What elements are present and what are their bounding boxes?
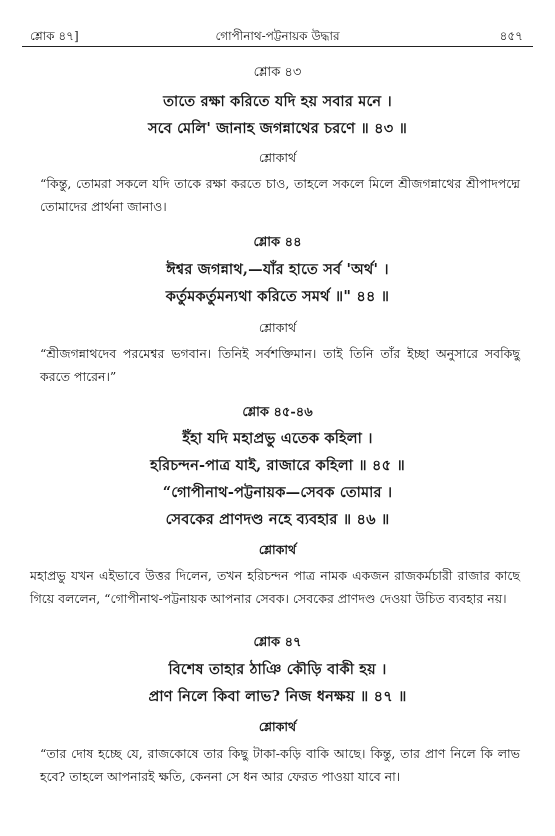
verse-line: সবে মেলি' জানাহ জগন্নাথের চরণে ॥ ৪৩ ॥ xyxy=(148,120,407,137)
translation-43: “কিন্তু, তোমরা সকলে যদি তাকে রক্ষা করতে চাও, তাহলে সকলে মিলে শ্রীজগন্নাথের শ্রীপাদপদ্মে তোমাদের প্রার্থনা জানাও। xyxy=(40,176,520,214)
verse-line: হরিচন্দন-পাত্র যাই, রাজারে কহিলা ॥ ৪৫ ॥ xyxy=(150,457,405,474)
sloka-label-45-46: শ্লোক ৪৫-৪৬ xyxy=(242,405,313,420)
verse-line: কর্তুমকর্তুমন্যথা করিতে সমর্থ ॥" ৪৪ ॥ xyxy=(165,288,390,305)
verse-line: ইঁহা যদি মহাপ্রভু এতেক কহিলা । xyxy=(182,430,373,447)
running-header xyxy=(22,26,533,47)
verse-line: ঈশ্বর জগন্নাথ,—যাঁর হাতে সর্ব 'অর্থ' । xyxy=(166,261,389,278)
translation-47: “তার দোষ হচ্ছে যে, রাজকোষে তার কিছু টাকা-কড়ি বাকি আছে। কিন্তু, তার প্রাণ নিলে কি লাভ হবে? তাহলে আপনারই ক্ষতি, কেননা সে ধন আর ফেরত পাওয়া যাবে না। xyxy=(40,746,520,784)
sloka-label-44: শ্লোক ৪৪ xyxy=(253,235,302,250)
page-number: ৪৫৭ xyxy=(499,29,523,43)
translation-45-46: মহাপ্রভু যখন এইভাবে উত্তর দিলেন, তখন হরিচন্দন পাত্র নামক একজন রাজকর্মচারী রাজার কাছে গিয়ে বললেন, “গোপীনাথ-পট্টনায়ক আপনার সেবক। সেবকের প্রাণদণ্ড দেওয়া উচিত ব্যবহার নয়। xyxy=(30,568,520,606)
verse-line: বিশেষ তাহার ঠাঞি কৌড়ি বাকী হয় । xyxy=(168,661,387,678)
sloka-label-47: শ্লোক ৪৭ xyxy=(253,635,302,650)
header-sloka-reference: শ্লোক ৪৭] xyxy=(30,29,79,43)
translation-label: শ্লোকার্থ xyxy=(258,150,297,165)
translation-label: শ্লোকার্থ xyxy=(258,320,297,335)
sloka-label-43: শ্লোক ৪৩ xyxy=(253,65,302,80)
translation-44: “শ্রীজগন্নাথদেব পরমেশ্বর ভগবান। তিনিই সর্বশক্তিমান। তাই তিনি তাঁর ইচ্ছা অনুসারে সবকিছু করতে পারেন।” xyxy=(40,346,520,384)
verse-line: সেবকের প্রাণদণ্ড নহে ব্যবহার ॥ ৪৬ ॥ xyxy=(165,511,390,528)
translation-label: শ্লোকার্থ xyxy=(258,542,297,557)
verse-line: প্রাণ নিলে কিবা লাভ? নিজ ধনক্ষয় ॥ ৪৭ ॥ xyxy=(148,688,407,705)
verse-line: তাতে রক্ষা করিতে যদি হয় সবার মনে । xyxy=(163,93,392,110)
header-chapter-title: গোপীনাথ-পট্টনায়ক উদ্ধার xyxy=(215,29,340,43)
translation-label: শ্লোকার্থ xyxy=(258,719,297,734)
verse-line: “গোপীনাথ-পট্টনায়ক—সেবক তোমার । xyxy=(162,484,393,501)
